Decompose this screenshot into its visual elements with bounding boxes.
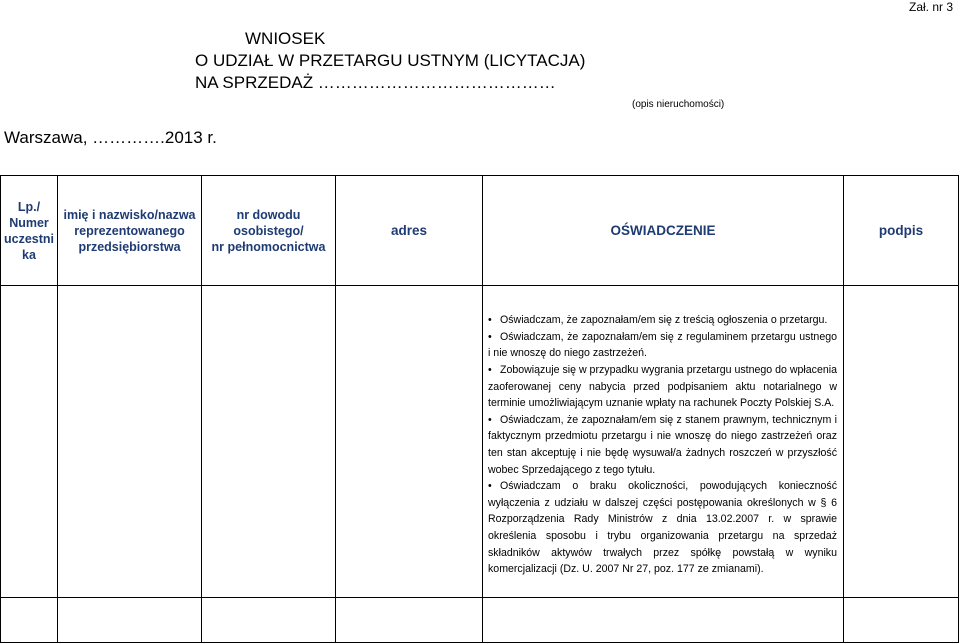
- declaration-item: [488, 478, 837, 578]
- col1-line: ka: [22, 247, 36, 262]
- document-title: [195, 28, 585, 94]
- col-header-number: [1, 176, 58, 286]
- col-header-id: [202, 176, 336, 286]
- table-header-row: [1, 176, 959, 286]
- col-header-declaration: OŚWIADCZENIE: [483, 176, 844, 286]
- col2-line: reprezentowanego: [74, 223, 185, 238]
- col3-line: nr dowodu: [236, 207, 301, 222]
- cell-number[interactable]: [1, 286, 58, 598]
- declaration-text: Oświadczam, że zapoznałam/em się z treścią ogłoszenia o przetargu.: [500, 314, 828, 327]
- declaration-text: Zobowiązuje się w przypadku wygrania przetargu ustnego do wpłacenia zaoferowanej ceny nabycia przed podpisaniem aktu notarialnego w terminie umożliwiającym uznanie wpłaty na rachunek Poczty Polskiej S.A.: [488, 364, 837, 410]
- col3-line: nr pełnomocnictwa: [211, 239, 326, 254]
- cell-id[interactable]: [202, 598, 336, 643]
- table-row: [1, 598, 959, 643]
- col3-line: osobistego/: [233, 223, 304, 238]
- bullet-icon: •: [488, 330, 492, 343]
- col-header-signature: podpis: [844, 176, 959, 286]
- col2-line: imię i nazwisko/nazwa: [63, 207, 196, 222]
- cell-id[interactable]: [202, 286, 336, 598]
- cell-address[interactable]: [336, 598, 483, 643]
- property-note: (opis nieruchomości): [632, 99, 725, 110]
- col1-line: Numer: [9, 215, 49, 230]
- table-row: [1, 286, 959, 598]
- declaration-item: [488, 412, 837, 478]
- col-header-name: [58, 176, 202, 286]
- participants-table: [0, 175, 959, 643]
- cell-signature[interactable]: [844, 286, 959, 598]
- title-line-1: WNIOSEK: [245, 29, 326, 48]
- place-date: Warszawa, ………….2013 r.: [4, 128, 217, 147]
- title-line-3: NA SPRZEDAŻ ……………………………………: [195, 73, 556, 92]
- title-line-2: O UDZIAŁ W PRZETARGU USTNYM (LICYTACJA): [195, 51, 586, 70]
- cell-declaration: [483, 286, 844, 598]
- col2-line: przedsiębiorstwa: [78, 239, 181, 254]
- col1-line: Lp./: [17, 199, 41, 214]
- col-header-address: adres: [336, 176, 483, 286]
- declaration-text: Oświadczam, że zapoznałam/em się z regulaminem przetargu ustnego i nie wnoszę do niego zastrzeżeń.: [488, 330, 837, 360]
- cell-address[interactable]: [336, 286, 483, 598]
- declaration-item: [488, 329, 837, 362]
- declaration-item: [488, 362, 837, 412]
- attachment-label: Zał. nr 3: [908, 0, 953, 14]
- cell-name[interactable]: [58, 598, 202, 643]
- declaration-text: Oświadczam, że zapoznałam/em się z stanem prawnym, technicznym i faktycznym przedmiotu przetargu i nie wnoszę do niego zastrzeżeń oraz ten stan akceptuję i nie będę wysuwał/a żadnych roszczeń w przyszłość wobec Sprzedającego z tego tytułu.: [488, 413, 837, 476]
- bullet-icon: •: [488, 314, 492, 327]
- cell-number[interactable]: [1, 598, 58, 643]
- declaration-list: [483, 305, 843, 578]
- bullet-icon: •: [488, 364, 492, 377]
- col1-line: uczestni: [3, 231, 54, 246]
- declaration-item: [488, 312, 837, 329]
- bullet-icon: •: [488, 413, 492, 426]
- cell-signature[interactable]: [844, 598, 959, 643]
- declaration-text: Oświadczam o braku okoliczności, powodujących konieczność wyłączenia z udziału w dalszej części postępowania określonych w § 6 Rozporządzenia Rady Ministrów z dnia 13.02.2007 r. w sprawie określenia sposobu i trybu organizowania przetargu na sprzedaż składników aktywów trwałych przez spółkę powstałą w wyniku komercjalizacji (Dz. U. 2007 Nr 27, poz. 177 ze zmianami).: [488, 480, 837, 576]
- bullet-icon: •: [488, 480, 492, 493]
- cell-name[interactable]: [58, 286, 202, 598]
- cell-declaration[interactable]: [483, 598, 844, 643]
